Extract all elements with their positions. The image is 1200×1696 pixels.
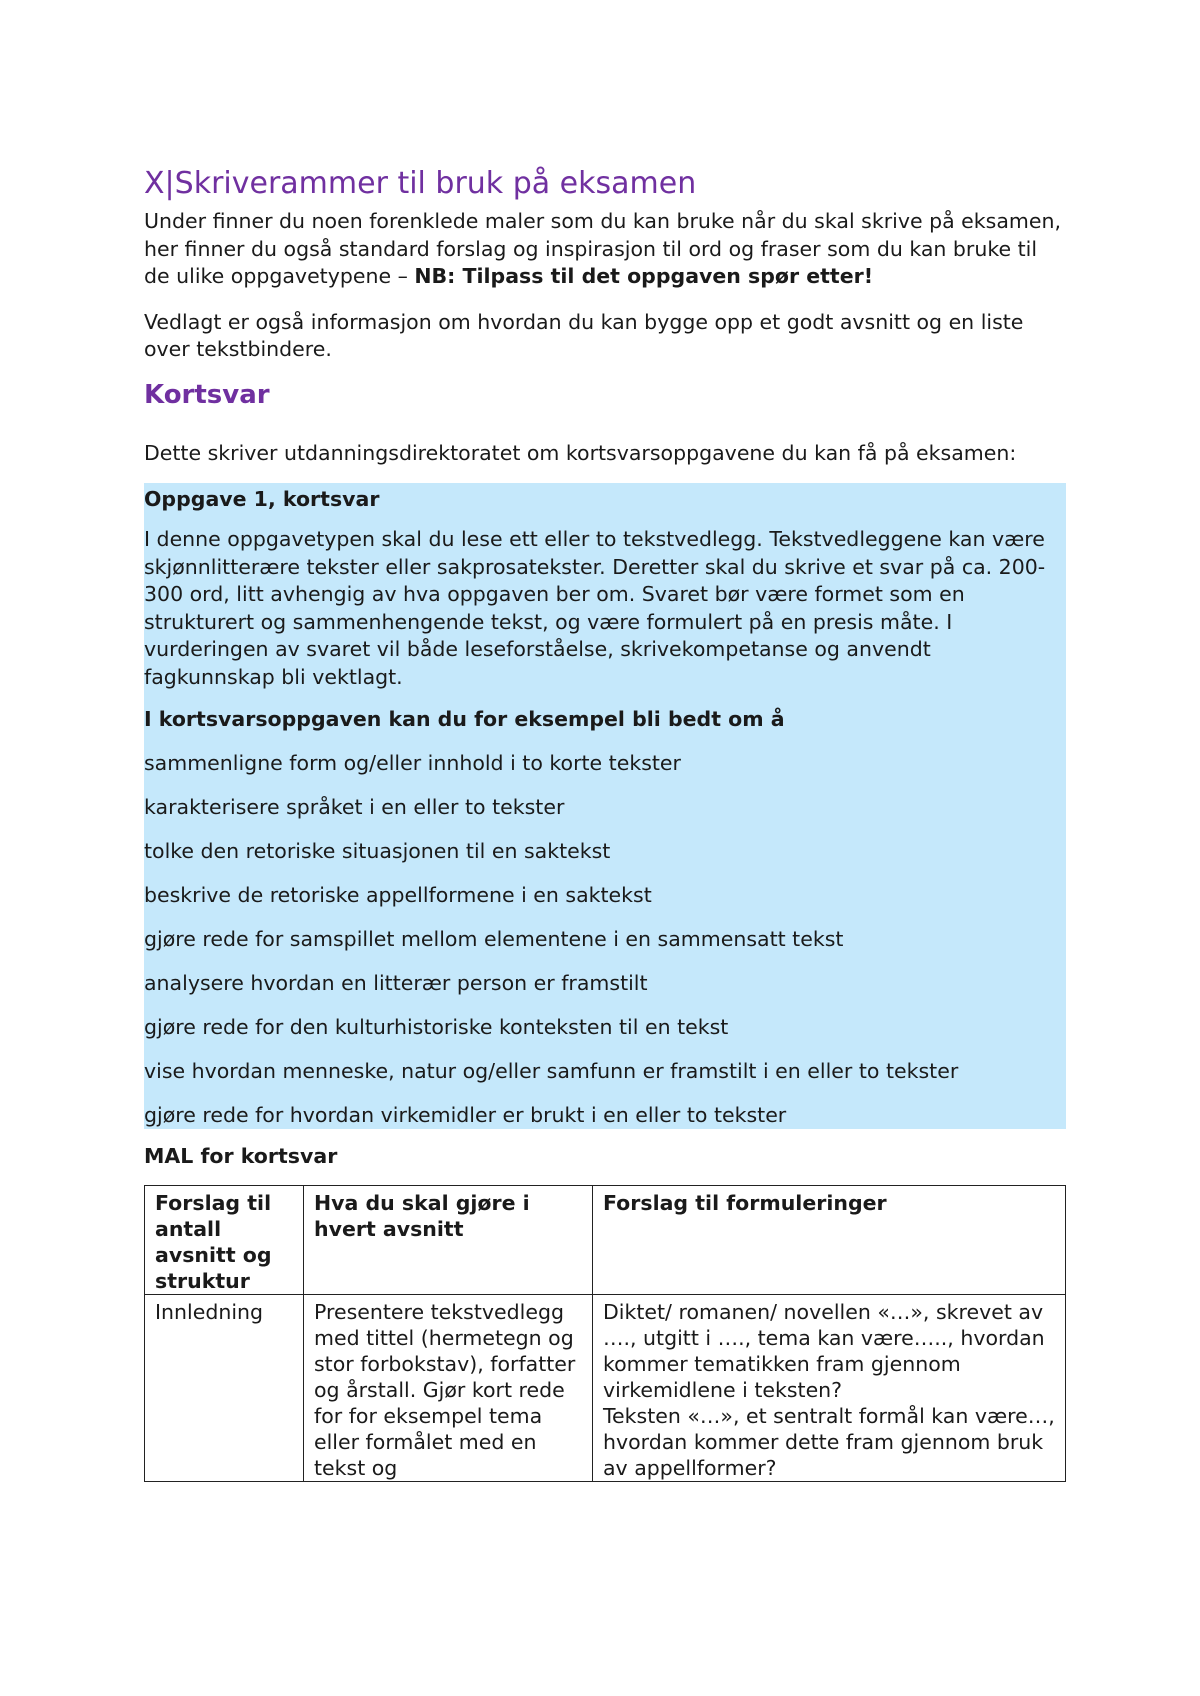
header-structure: Forslag til antall avsnitt og struktur <box>145 1185 304 1294</box>
list-item: gjøre rede for samspillet mellom elementene i en sammensatt tekst <box>144 926 844 951</box>
intro-note: NB: Tilpass til det oppgaven spør etter! <box>414 264 874 288</box>
intro-text: Under finner du noen forenklede maler som du kan bruke når du skal skrive på eksamen, her finner du også standard forslag og inspirasjon til ord og fraser som du kan bruke til de ulike oppgavetypene – <box>144 209 1061 288</box>
list-item: karakterisere språket i en eller to tekster <box>144 794 565 819</box>
list-item: sammenligne form og/eller innhold i to korte tekster <box>144 750 681 775</box>
cell-task: Presentere tekstvedlegg med tittel (hermetegn og stor forbokstav), forfatter og årstall. Gjør kort rede for for eksempel tema eller formålet med en tekst og <box>304 1294 593 1481</box>
section-heading: Kortsvar <box>144 379 270 410</box>
template-title: MAL for kortsvar <box>144 1144 338 1168</box>
list-item: vise hvordan menneske, natur og/eller samfunn er framstilt i en eller to tekster <box>144 1058 959 1083</box>
list-item: analysere hvordan en litterær person er framstilt <box>144 970 648 995</box>
list-item: beskrive de retoriske appellformene i en saktekst <box>144 882 652 907</box>
cell-phrases: Diktet/ romanen/ novellen «…», skrevet av …., utgitt i …., tema kan være….., hvordan kommer tematikken fram gjennom virkemidlene i teksten? Teksten «…», et sentralt formål kan være…, hvordan kommer dette fram gjennom bruk av appellformer? <box>593 1294 1066 1481</box>
info-box-body: I denne oppgavetypen skal du lese ett eller to tekstvedlegg. Tekstvedleggene kan være skjønnlitterære tekster eller sakprosatekster. Deretter skal du skrive et svar på ca. 200-300 ord, litt avhengig av hva oppgaven ber om. Svaret bør være formet som en strukturert og sammenhengende tekst, og være formulert på en presis måte. I vurderingen av svaret vil både leseforståelse, skrivekompetanse og anvendt fagkunnskap bli vektlagt. <box>144 527 1046 689</box>
template-table <box>144 1185 1066 1482</box>
table-row <box>145 1294 1066 1481</box>
attachment-note: Vedlagt er også informasjon om hvordan du kan bygge opp et godt avsnitt og en liste over tekstbindere. <box>144 309 1024 361</box>
list-item: tolke den retoriske situasjonen til en saktekst <box>144 838 611 863</box>
section-intro: Dette skriver utdanningsdirektoratet om kortsvarsoppgavene du kan få på eksamen: <box>144 440 1017 465</box>
header-phrases: Forslag til formuleringer <box>593 1185 1066 1294</box>
cell-section: Innledning <box>145 1294 304 1481</box>
page-title: X|Skriverammer til bruk på eksamen <box>144 166 697 201</box>
table-header-row <box>145 1185 1066 1294</box>
list-item: gjøre rede for hvordan virkemidler er brukt i en eller to tekster <box>144 1102 787 1127</box>
info-box <box>144 483 1066 1129</box>
header-task: Hva du skal gjøre i hvert avsnitt <box>304 1185 593 1294</box>
info-box-subtitle: I kortsvarsoppgaven kan du for eksempel bli bedt om å <box>144 707 785 731</box>
list-item: gjøre rede for den kulturhistoriske konteksten til en tekst <box>144 1014 729 1039</box>
intro-paragraph <box>144 208 1066 291</box>
document-content <box>144 166 1066 1482</box>
info-box-title: Oppgave 1, kortsvar <box>144 487 380 511</box>
